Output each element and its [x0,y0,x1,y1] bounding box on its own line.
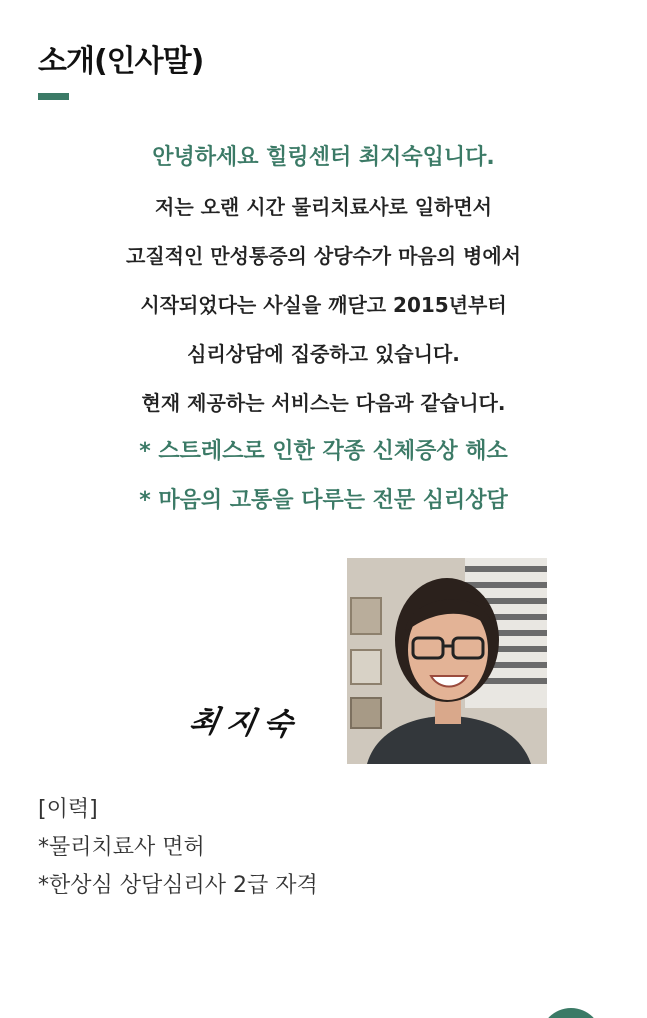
greeting-line: 안녕하세요 힐링센터 최지숙입니다. [152,145,495,170]
service-item: * 스트레스로 인한 각종 신체증상 해소 [139,439,508,464]
signature: 최지숙 [186,704,304,743]
intro-line: 고질적인 만성통증의 상당수가 마음의 병에서 [126,244,521,268]
history-item: *물리치료사 면허 [38,835,205,860]
history-item: *한상심 상담심리사 2급 자격 [38,873,318,898]
intro-greeting-block [0,138,647,530]
title-underline [38,93,69,100]
circle-action-icon[interactable] [540,1008,602,1018]
intro-line: 저는 오랜 시간 물리치료사로 일하면서 [155,195,492,219]
intro-line: 현재 제공하는 서비스는 다음과 같습니다. [141,391,506,415]
service-item: * 마음의 고통을 다루는 전문 심리상담 [139,488,508,513]
history-heading: [이력] [38,797,98,822]
history-section [38,792,318,906]
intro-line: 심리상담에 집중하고 있습니다. [187,342,460,366]
intro-line: 시작되었다는 사실을 깨닫고 2015년부터 [140,293,507,317]
page-title: 소개(인사말) [38,44,204,79]
profile-photo [347,558,547,764]
